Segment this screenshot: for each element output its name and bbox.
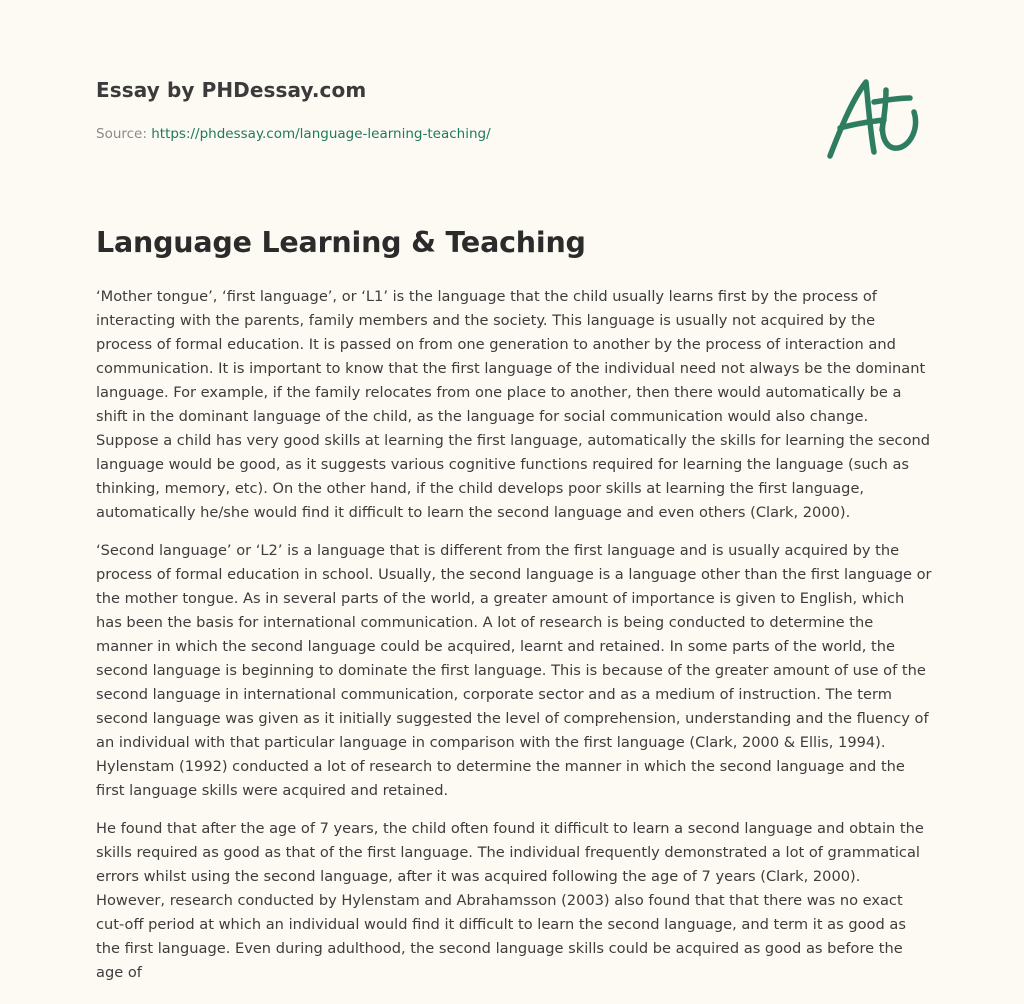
source-link[interactable]: https://phdessay.com/language-learning-teaching/ [151, 126, 491, 142]
a-plus-grade-icon [824, 70, 928, 162]
essay-body [96, 285, 932, 999]
source-line [96, 126, 491, 142]
essay-paragraph: ‘Second language’ or ‘L2’ is a language that is different from the first language and is usually acquired by the process of formal education in school. Usually, the second language is a language other than the first language or the mother tongue. As in several parts of the world, a greater amount of importance is given to English, which has been the basis for international communication. A lot of research is being conducted to determine the manner in which the second language could be acquired, learnt and retained. In some parts of the world, the second language is beginning to dominate the first language. This is because of the greater amount of use of the second language in international communication, corporate sector and as a medium of instruction. The term second language was given as it initially suggested the level of comprehension, understanding and the fluency of an individual with that particular language in comparison with the first language (Clark, 2000 & Ellis, 1994). Hylenstam (1992) conducted a lot of research to determine the manner in which the second language and the first language skills were acquired and retained. [96, 542, 932, 799]
essay-paragraph: He found that after the age of 7 years, the child often found it difficult to learn a second language and obtain the skills required as good as that of the first language. The individual frequently demonstrated a lot of grammatical errors whilst using the second language, after it was acquired following the age of 7 years (Clark, 2000). However, research conducted by Hylenstam and Abrahamsson (2003) also found that that there was no exact cut-off period at which an individual would find it difficult to learn the second language, and term it as good as the first language. Even during adulthood, the second language skills could be acquired as good as before the age of [96, 820, 924, 981]
source-label: Source: [96, 126, 147, 142]
site-brand: Essay by PHDessay.com [96, 78, 367, 102]
essay-paragraph: ‘Mother tongue’, ‘first language’, or ‘L1’ is the language that the child usually learns first by the process of interacting with the parents, family members and the society. This language is usually not acquired by the process of formal education. It is passed on from one generation to another by the process of interaction and communication. It is important to know that the first language of the individual need not always be the dominant language. For example, if the family relocates from one place to another, then there would automatically be a shift in the dominant language of the child, as the language for social communication would also change. Suppose a child has very good skills at learning the first language, automatically the skills for learning the second language would be good, as it suggests various cognitive functions required for learning the language (such as thinking, memory, etc). On the other hand, if the child develops poor skills at learning the first language, automatically he/she would find it difficult to learn the second language and even others (Clark, 2000). [96, 288, 931, 521]
essay-title: Language Learning & Teaching [96, 226, 586, 259]
essay-header [96, 74, 936, 194]
